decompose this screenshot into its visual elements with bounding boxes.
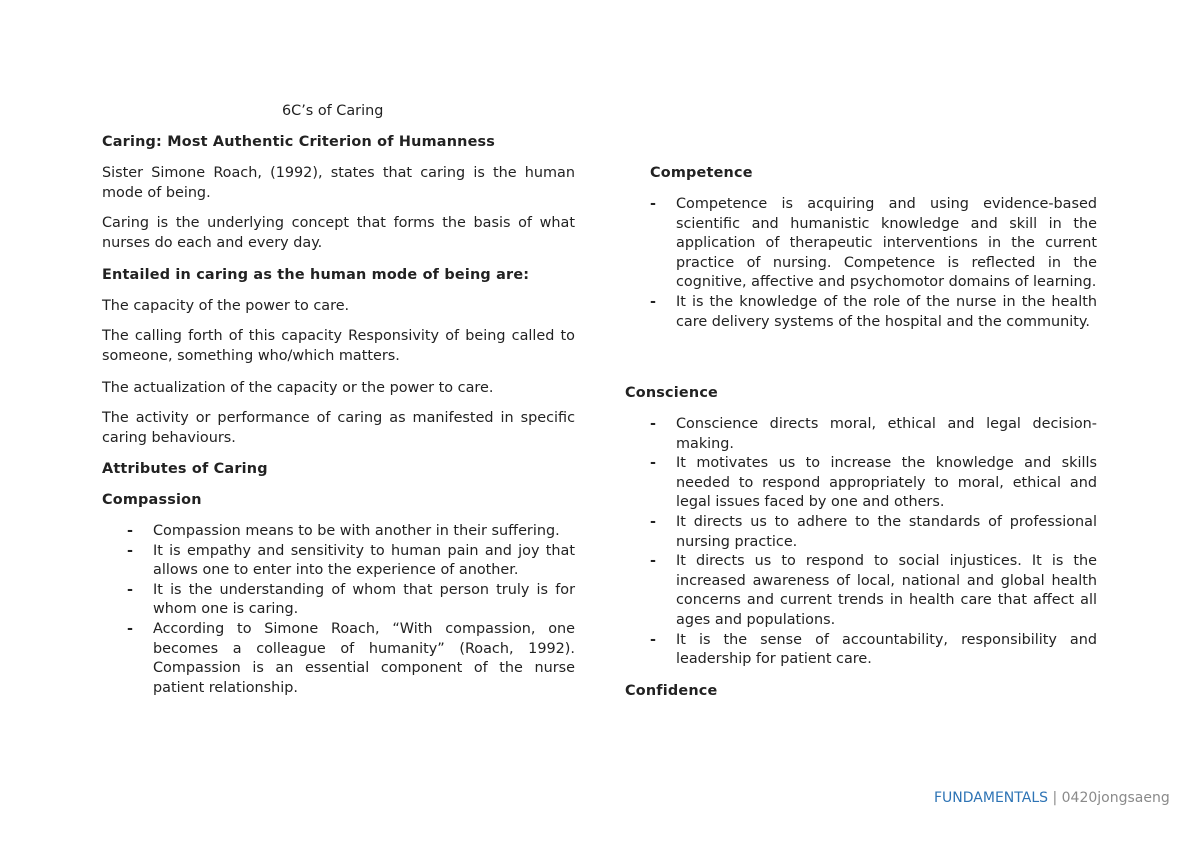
paragraph-actualization: The actualization of the capacity or the power to care. [102, 380, 494, 396]
list-item [102, 620, 575, 698]
bullet-dash: - [127, 620, 133, 637]
list-item-text: It directs us to respond to social injustices. It is the increased awareness of local, national and global health concerns and current trends in health care that affect all ages and populations. [676, 553, 1097, 628]
bullet-dash: - [650, 513, 656, 530]
heading-competence: Competence [650, 165, 753, 181]
list-item [625, 415, 1097, 454]
footer-separator: | [1048, 790, 1062, 806]
list-item [625, 552, 1097, 630]
list-item-text: It is the sense of accountability, responsibility and leadership for patient care. [676, 631, 1097, 668]
list-item-text: Competence is acquiring and using evidence-based scientific and humanistic knowledge and skill in the application of therapeutic interventions in the current practice of nursing. Competence is reflected in the cognitive, affective and psychomotor domains of learning. [676, 196, 1097, 291]
list-item-text: It is the understanding of whom that person truly is for whom one is caring. [153, 581, 575, 618]
competence-list [625, 195, 1097, 332]
bullet-dash: - [127, 581, 133, 598]
paragraph-calling-forth: The calling forth of this capacity Responsivity of being called to someone, something who/which matters. [102, 328, 575, 364]
list-item-text: It is empathy and sensitivity to human pain and joy that allows one to enter into the experience of another. [153, 542, 575, 579]
paragraph-underlying-concept: Caring is the underlying concept that forms the basis of what nurses do each and every day. [102, 215, 575, 251]
heading-confidence: Confidence [625, 683, 718, 699]
heading-entailed: Entailed in caring as the human mode of being are: [102, 267, 530, 283]
list-item-text: It directs us to adhere to the standards of professional nursing practice. [676, 513, 1097, 550]
bullet-dash: - [127, 542, 133, 559]
conscience-list [625, 415, 1097, 670]
list-item-text: According to Simone Roach, “With compassion, one becomes a colleague of humanity” (Roach, 1992). Compassion is an essential component of the nurse patient relationship. [153, 620, 575, 696]
heading-attributes-of-caring: Attributes of Caring [102, 461, 268, 477]
list-item-text: Conscience directs moral, ethical and legal decision-making. [676, 416, 1097, 452]
bullet-dash: - [650, 631, 656, 648]
heading-authentic-criterion: Caring: Most Authentic Criterion of Humanness [102, 134, 496, 150]
paragraph-activity: The activity or performance of caring as manifested in specific caring behaviours. [102, 410, 575, 446]
bullet-dash: - [650, 416, 656, 432]
bullet-dash: - [650, 196, 656, 212]
list-item [102, 542, 575, 581]
bullet-dash: - [650, 553, 656, 570]
list-item [625, 195, 1097, 293]
list-item [625, 513, 1097, 552]
list-item [102, 522, 575, 542]
page-footer [934, 789, 1170, 809]
footer-author: 0420jongsaeng [1061, 790, 1170, 806]
footer-brand: FUNDAMENTALS [934, 790, 1049, 806]
list-item [625, 454, 1097, 513]
heading-compassion: Compassion [102, 492, 202, 508]
list-item [625, 631, 1097, 670]
document-title: 6C’s of Caring [282, 103, 384, 119]
list-item-text: Compassion means to be with another in their suffering. [153, 523, 560, 539]
list-item [625, 293, 1097, 332]
bullet-dash: - [650, 455, 656, 472]
list-item [102, 581, 575, 620]
paragraph-roach: Sister Simone Roach, (1992), states that caring is the human mode of being. [102, 165, 575, 201]
list-item-text: It is the knowledge of the role of the nurse in the health care delivery systems of the hospital and the community. [676, 293, 1097, 330]
bullet-dash: - [127, 523, 133, 539]
heading-conscience: Conscience [625, 385, 719, 401]
bullet-dash: - [650, 293, 656, 310]
list-item-text: It motivates us to increase the knowledge and skills needed to respond appropriately to moral, ethical and legal issues faced by one and others. [676, 455, 1097, 511]
compassion-list [102, 522, 575, 698]
paragraph-capacity: The capacity of the power to care. [102, 298, 350, 314]
